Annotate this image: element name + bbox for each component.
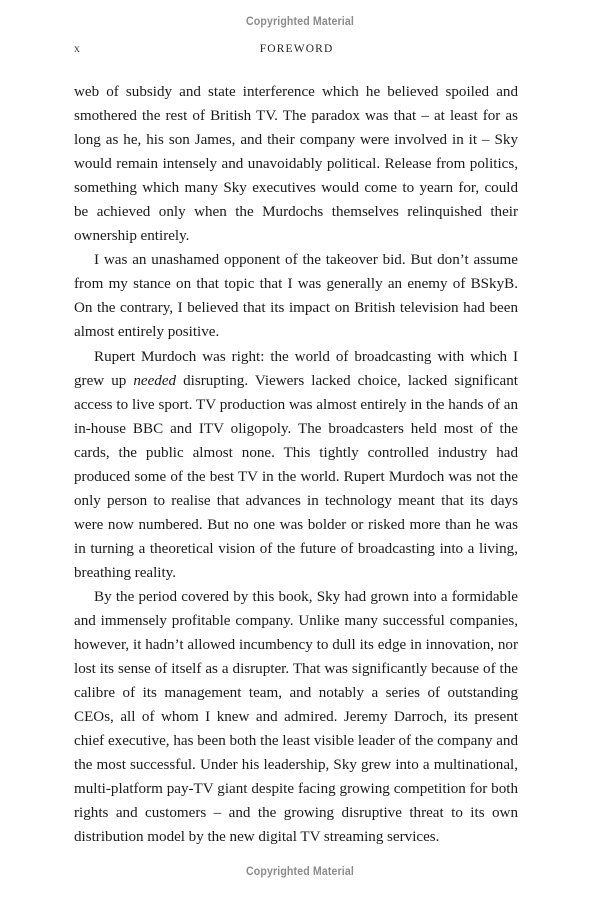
paragraph-3-emphasis: needed xyxy=(133,372,177,389)
copyright-watermark-bottom: Copyrighted Material xyxy=(245,866,354,878)
paragraph-1: web of subsidy and state interference which he believed spoiled and smothered the rest of British TV. The paradox was that – at least for as long as he, his son James, and their company were involved in it – Sky would remain intensely and unavoidably political. Release from politics, something which many Sky executives would come to yearn for, could be achieved only when the Murdochs themselves relinquished their ownership entirely. xyxy=(74,84,518,245)
running-head xyxy=(74,41,518,57)
paragraph-4: By the period covered by this book, Sky had grown into a formidable and immensely profitable company. Unlike many successful companies, however, it hadn’t allowed incumbency to dull its edge in innovation, nor lost its sense of itself as a disrupter. That was significantly because of the calibre of its management team, and notably a series of outstanding CEOs, all of whom I knew and admired. Jeremy Darroch, its present chief executive, has been both the least visible leader of the company and the most successful. Under his leadership, Sky grew into a multinational, multi-platform pay-TV giant despite facing growing competition for both rights and customers – and the growing disruptive threat to its own distribution model by the new digital TV streaming services. xyxy=(74,588,518,846)
paragraph-3-text-after: disrupting. Viewers lacked choice, lacked significant access to live sport. TV production was almost entirely in the hands of an in-house BBC and ITV oligopoly. The broadcasters held most of the cards, the public almost none. This tightly controlled industry had produced some of the best TV in the world. Rupert Murdoch was not the only person to realise that advances in technology meant that its days were now numbered. But no one was bolder or risked more than he was in turning a theoretical vision of the future of broadcasting into a living, breathing reality. xyxy=(74,372,518,581)
body-text xyxy=(74,80,518,850)
paragraph-3-text-before: Rupert Murdoch was right: the world of broadcasting with which I grew up xyxy=(74,348,518,389)
page-number: x xyxy=(74,43,80,55)
paragraph-2: I was an unashamed opponent of the takeover bid. But don’t assume from my stance on that topic that I was generally an enemy of BSkyB. On the contrary, I believed that its impact on British television had been almost entirely positive. xyxy=(74,252,518,341)
paragraph-3 xyxy=(74,345,518,585)
copyright-watermark-top: Copyrighted Material xyxy=(245,16,354,28)
chapter-title: FOREWORD xyxy=(259,43,334,55)
